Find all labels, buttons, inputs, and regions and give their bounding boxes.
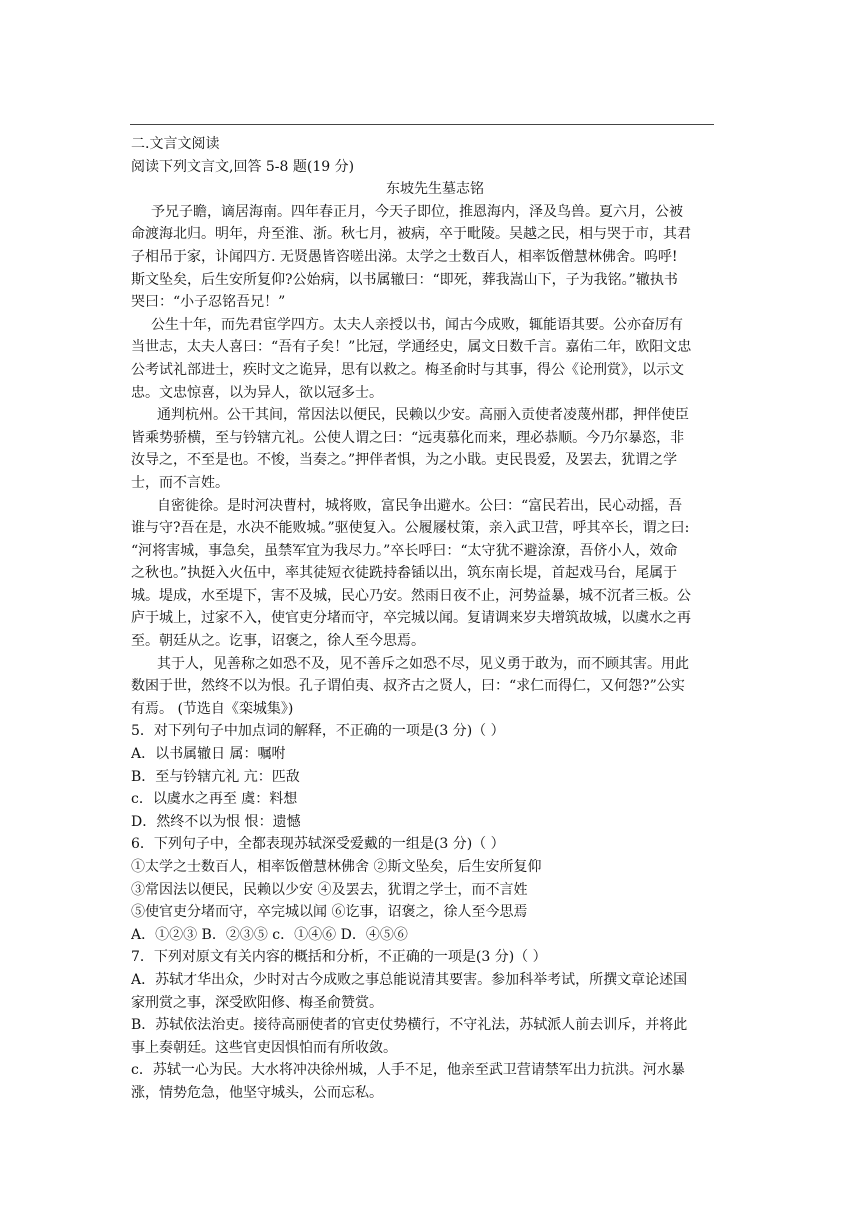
passage-paragraph-2: [131, 314, 731, 404]
paragraph-line: 数困于世，然终不以为恨。孔子谓伯夷、叔齐古之贤人，曰：“求仁而得仁，又何怨?”公实: [131, 678, 685, 695]
passage-paragraph-1: [131, 201, 731, 314]
paragraph-line: 命渡海北归。明年，舟至淮、浙。秋七月，被病，卒于毗陵。吴越之民，相与哭于市，其君: [131, 226, 691, 243]
answer-option: D．然终不以为恨 恨：遗憾: [131, 813, 301, 830]
question-stem: 6．下列句子中，全都表现苏轼深受爱戴的一组是(3 分)（ ）: [131, 836, 505, 853]
paragraph-line: 汝导之，不至是也。不悛，当奏之。”押伴者惧，为之小戢。吏民畏爱，及罢去，犹谓之学: [131, 452, 678, 469]
paragraph-line: 城。堤成，水至堤下，害不及城，民心乃安。然雨日夜不止，河势益暴，城不沉者三板。公: [131, 587, 691, 604]
header-rule: [130, 124, 714, 125]
paragraph-line: “河将害城，事急矣，虽禁军宜为我尽力。”卒长呼曰：“太守犹不避涂潦，吾侪小人，效命: [131, 542, 678, 559]
paragraph-line: 其于人，见善称之如恐不及，见不善斥之如恐不尽，见义勇于敢为，而不顾其害。用此: [157, 655, 689, 672]
paragraph-line: 自密徙徐。是时河决曹村，城将败，富民争出避水。公曰：“富民若出，民心动摇，吾: [157, 497, 683, 514]
paragraph-line: 有焉。 (节选自《栾城集》): [131, 700, 294, 717]
answer-option: 家刑赏之事，深受欧阳修、梅圣俞赞赏。: [131, 994, 383, 1011]
paragraph-line: 之秋也。”执挺入火伍中，率其徒短衣徒跣持畚锸以出，筑东南长堤，首起戏马台，尾属于: [131, 565, 678, 582]
passage-paragraph-4: [131, 495, 731, 653]
paragraph-line: 士，而不言姓。: [131, 474, 229, 491]
passage-paragraph-5: [131, 653, 731, 721]
answer-option: ③常因法以便民，民赖以少安 ④及罢去，犹谓之学士，而不言姓: [131, 881, 528, 898]
document-body: [131, 133, 731, 1105]
answer-option: A．以书属辙日 属：嘱咐: [131, 746, 286, 763]
section-heading: 二.文言文阅读: [131, 136, 220, 152]
answer-option: c．以虞水之再至 虞：料想: [131, 791, 298, 808]
answer-option: ⑤使官吏分堵而守，卒完城以闻 ⑥讫事，诏褒之，徐人至今思焉: [131, 904, 528, 921]
paragraph-line: 谁与守?吾在是，水决不能败城。”驱使复入。公履屦杖策，亲入武卫营，呼其卒长，谓之曰:: [131, 520, 690, 537]
paragraph-line: 至。朝廷从之。讫事，诏褒之，徐人至今思焉。: [131, 633, 425, 650]
paragraph-line: 公生十年，而先君宦学四方。太夫人亲授以书，闻古今成败，辄能语其要。公亦奋厉有: [151, 316, 683, 333]
paragraph-line: 庐于城上，过家不入，使官吏分堵而守，卒完城以闻。复请调来岁夫增筑故城，以虞水之再: [131, 610, 691, 627]
answer-option: A．①②③ B．②③⑤ c．①④⑥ D．④⑤⑥: [131, 926, 408, 943]
instruction-text: 阅读下列文言文,回答 5-8 题(19 分): [131, 158, 355, 175]
question-stem: 7．下列对原文有关内容的概括和分析，不正确的一项是(3 分)（ ）: [131, 949, 547, 966]
paragraph-line: 忠。文忠惊喜，以为异人，欲以冠多士。: [131, 384, 383, 401]
paragraph-line: 通判杭州。公干其间，常因法以便民，民赖以少安。高丽入贡使者凌蔑州郡，押伴使臣: [157, 407, 689, 424]
answer-option: B．苏轼依法治吏。接待高丽使者的官吏仗势横行，不守礼法，苏轼派人前去训斥，并将此: [131, 1017, 688, 1034]
paragraph-line: 子相吊于家，讣闻四方. 无贤愚皆咨嗟出涕。太学之士数百人，相率饭僧慧林佛舍。呜呼!: [131, 248, 678, 265]
question-stem: 5．对下列句子中加点词的解释，不正确的一项是(3 分)（ ）: [131, 723, 505, 740]
paragraph-line: 当世志，太夫人喜曰：“吾有子矣！”比冠，学通经史，属文日数千言。嘉佑二年，欧阳文忠: [131, 339, 692, 356]
paragraph-line: 予兄子瞻，谪居海南。四年春正月，今天子即位，推恩海内，泽及鸟兽。夏六月，公被: [151, 203, 683, 220]
paragraph-line: 公考试礼部进士，疾时文之诡异，思有以救之。梅圣俞时与其事，得公《论刑赏》，以示文: [131, 361, 684, 378]
answer-option: A．苏轼才华出众，少时对古今成败之事总能说清其要害。参加科举考试，所撰文章论述国: [131, 971, 688, 988]
paragraph-line: 皆乘势骄横，至与钤辖亢礼。公使人谓之曰：“远夷慕化而来，理必恭顺。今乃尔暴恣，非: [131, 429, 685, 446]
answer-option: c．苏轼一心为民。大水将冲决徐州城，人手不足，他亲至武卫营请禁军出力抗洪。河水暴: [131, 1062, 685, 1079]
question-6: [131, 833, 731, 946]
answer-option: ①太学之士数百人，相率饭僧慧林佛舍 ②斯文坠矣，后生安所复仰: [131, 859, 542, 875]
paragraph-line: 哭曰：“小子忍铭吾兄！”: [131, 294, 286, 311]
passage-paragraph-3: [131, 404, 731, 494]
question-7: [131, 946, 731, 1104]
answer-option: B．至与钤辖亢礼 亢：匹敌: [131, 768, 300, 785]
passage-title: 东坡先生墓志铭: [386, 181, 484, 198]
paragraph-line: 斯文坠矣，后生安所复仰?公始病，以书属辙曰：“即死，葬我嵩山下，子为我铭。”辙执书: [131, 271, 678, 288]
answer-option: 事上奏朝廷。这些官吏因惧怕而有所收敛。: [131, 1039, 397, 1056]
question-5: [131, 720, 731, 833]
answer-option: 涨，情势危急，他坚守城头，公而忘私。: [131, 1084, 383, 1101]
